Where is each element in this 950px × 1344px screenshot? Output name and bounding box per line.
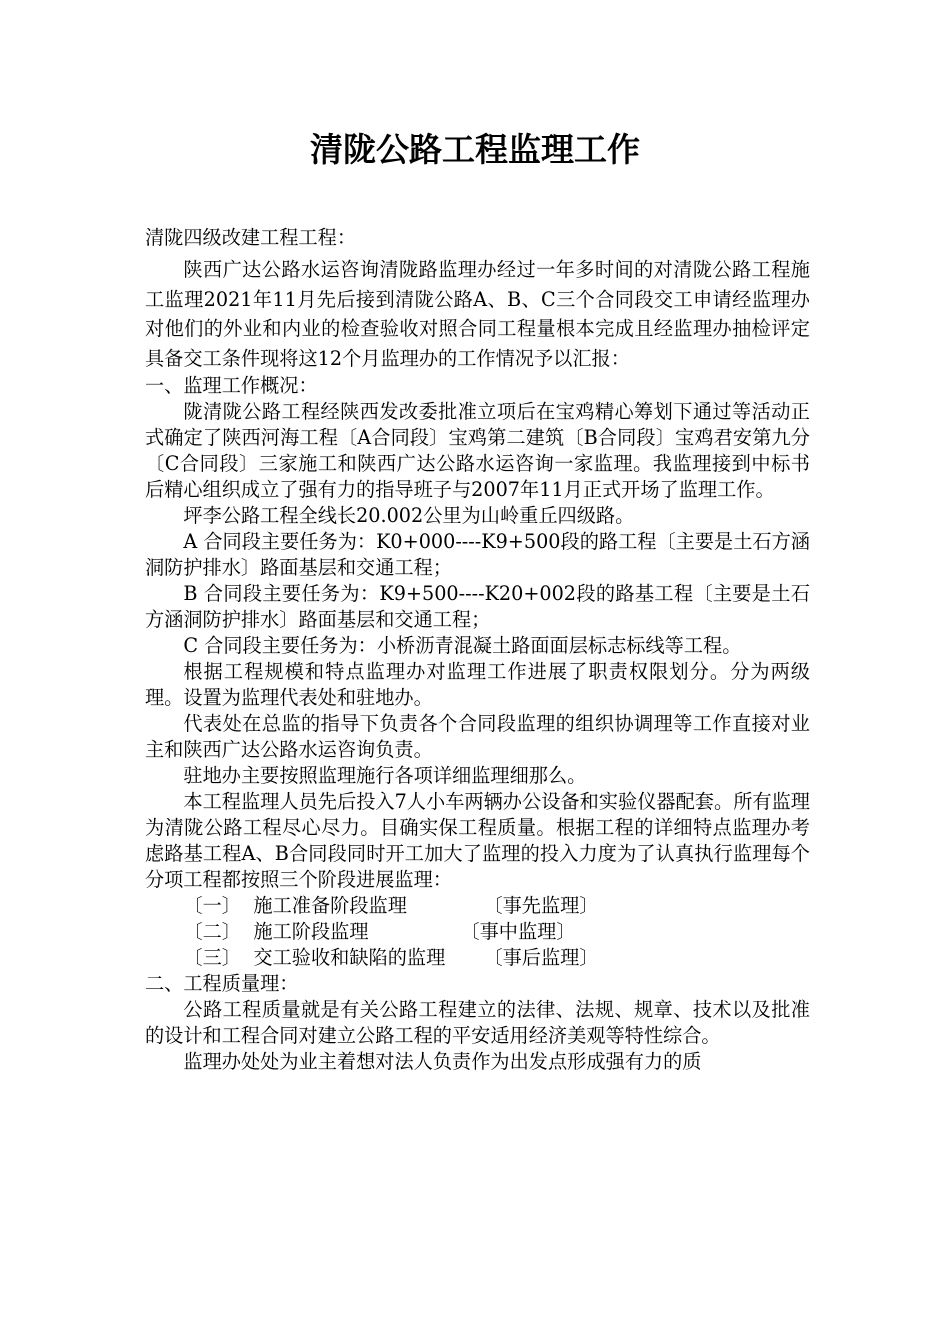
- document-title: 清陇公路工程监理工作: [310, 130, 640, 169]
- paragraph-contract-b: B 合同段主要任务为：K9+500----K20+002段的路基工程〔主要是土石方涵洞防护排水〕路面基层和交通工程；: [145, 582, 810, 632]
- stage-tag: 〔事中监理〕: [460, 920, 576, 944]
- paragraph-project-approval: 陇清陇公路工程经陕西发改委批准立项后在宝鸡精心筹划下通过等活动正式确定了陕西河海工程〔A合同段〕宝鸡第二建筑〔B合同段〕宝鸡君安第九分〔C合同段〕三家施工和陕西广达公路水运咨询一家监理。我监理接到中标书后精心组织成立了强有力的指导班子与2007年11月正式开场了监理工作。: [145, 400, 810, 502]
- paragraph-route-length: 坪李公路工程全线长20.002公里为山岭重丘四级路。: [183, 504, 635, 528]
- paragraph-responsibility-division: 根据工程规模和特点监理办对监理工作进展了职责权限划分。分为两级理。设置为监理代表处和驻地办。: [145, 660, 810, 710]
- greeting-line: 清陇四级改建工程工程：: [145, 226, 357, 249]
- paragraph-staffing: 本工程监理人员先后投入7人小车两辆办公设备和实验仪器配套。所有监理为清陇公路工程尽心尽力。目确实保工程质量。根据工程的详细特点监理办考虑路基工程A、B合同段同时开工加大了监理的投入力度为了认真执行监理每个分项工程都按照三个阶段进展监理：: [145, 790, 810, 892]
- section-heading-2: 二、工程质量理：: [145, 972, 299, 996]
- stage-tag: 〔事后监理〕: [483, 946, 599, 970]
- paragraph-contract-c: C 合同段主要任务为：小桥沥青混凝土路面面层标志标线等工程。: [183, 634, 742, 658]
- stage-name: 施工准备阶段监理: [253, 894, 407, 918]
- paragraph-resident-office: 驻地办主要按照监理施行各项详细监理细那么。: [183, 764, 587, 788]
- stage-name: 交工验收和缺陷的监理: [253, 946, 446, 970]
- stage-item-2: [145, 919, 810, 945]
- paragraph-quality-commitment: 监理办处处为业主着想对法人负责作为出发点形成强有力的质: [183, 1050, 702, 1074]
- stage-item-3: [145, 945, 810, 971]
- document-body: [145, 223, 810, 1075]
- stage-item-1: [145, 893, 810, 919]
- stage-name: 施工阶段监理: [253, 920, 369, 944]
- paragraph-quality-definition: 公路工程质量就是有关公路工程建立的法律、法规、规章、技术以及批准的设计和工程合同对建立公路工程的平安适用经济美观等特性综合。: [145, 998, 810, 1048]
- stage-number: 〔一〕: [183, 894, 241, 918]
- paragraph-contract-a: A 合同段主要任务为：K0+000----K9+500段的路工程〔主要是土石方涵洞防护排水〕路面基层和交通工程；: [145, 530, 810, 580]
- section-heading-1: 一、监理工作概况：: [145, 374, 318, 398]
- stage-number: 〔二〕: [183, 920, 241, 944]
- intro-paragraph: 陕西广达公路水运咨询清陇路监理办经过一年多时间的对清陇公路工程施工监理2021年11月先后接到清陇公路A、B、C三个合同段交工申请经监理办对他们的外业和内业的检查验收对照合同工程量根本完成且经监理办抽检评定具备交工条件现将这12个月监理办的工作情况予以汇报：: [145, 258, 810, 370]
- paragraph-representative-office: 代表处在总监的指导下负责各个合同段监理的组织协调理等工作直接对业主和陕西广达公路水运咨询负责。: [145, 712, 810, 762]
- stage-number: 〔三〕: [183, 946, 241, 970]
- stage-tag: 〔事先监理〕: [483, 894, 599, 918]
